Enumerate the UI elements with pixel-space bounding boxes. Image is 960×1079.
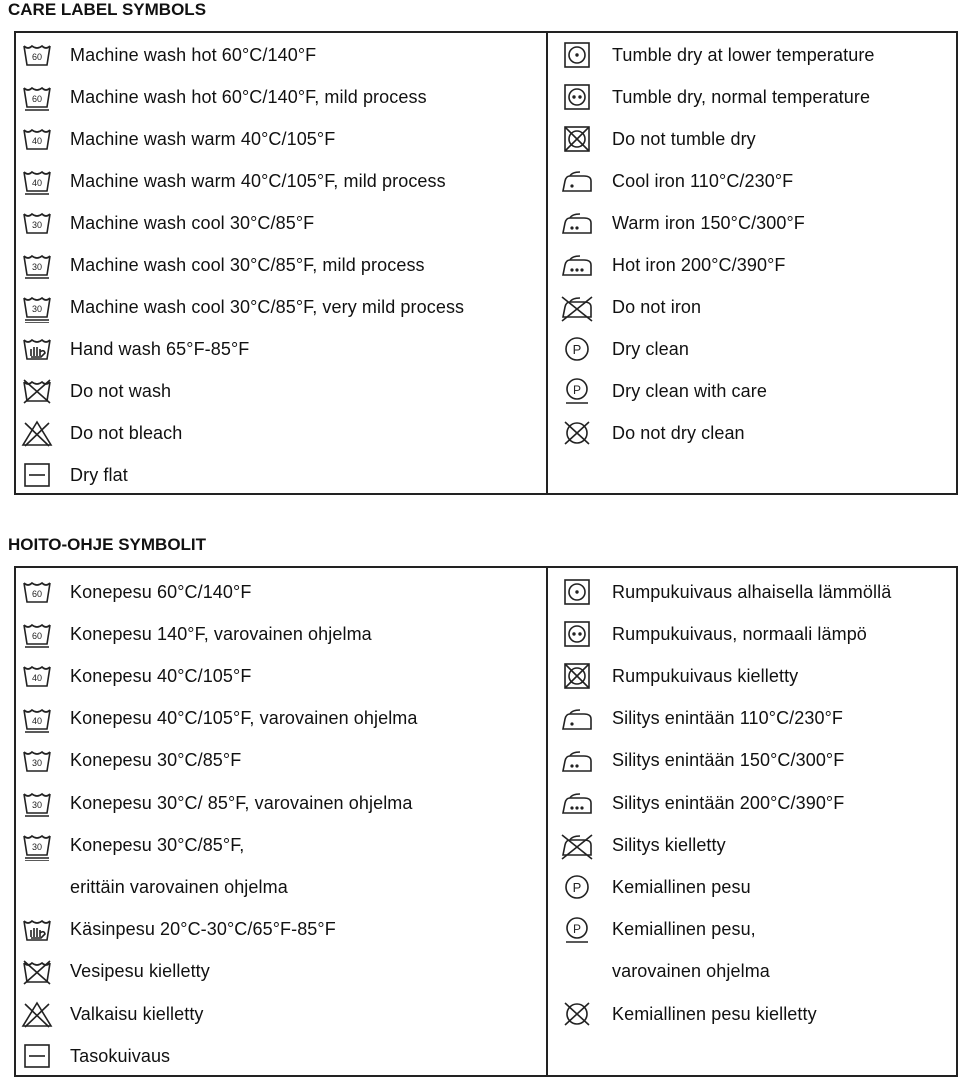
wash-60-icon	[20, 578, 54, 606]
care-row-right	[548, 571, 958, 613]
care-row-left	[16, 286, 546, 328]
symbol-description: Machine wash warm 40°C/105°F	[70, 128, 336, 149]
dry-clean-care-icon	[560, 916, 594, 944]
wash-30-mild-icon	[20, 251, 54, 279]
dry-clean-icon	[560, 873, 594, 901]
care-row-right	[548, 76, 958, 118]
wash-40-icon	[20, 662, 54, 690]
wash-30-icon	[20, 209, 54, 237]
iron-medium-icon	[560, 747, 594, 775]
symbol-description: Cool iron 110°C/230°F	[612, 170, 794, 191]
wash-40-mild-icon	[20, 167, 54, 195]
wash-60-mild-icon	[20, 620, 54, 648]
care-row-left	[16, 76, 546, 118]
hoito-ohje-table	[14, 566, 958, 1077]
symbol-description: Rumpukuivaus kielletty	[612, 665, 799, 686]
do-not-bleach-icon	[20, 1000, 54, 1028]
do-not-tumble-dry-icon	[560, 125, 594, 153]
care-row-right	[548, 866, 958, 908]
iron-low-icon	[560, 167, 594, 195]
iron-high-icon	[560, 789, 594, 817]
do-not-wash-icon	[20, 958, 54, 986]
care-row-left	[16, 740, 546, 782]
symbol-description: Hand wash 65°F-85°F	[70, 338, 250, 359]
symbol-description: Dry clean	[612, 338, 689, 359]
svg-text:30: 30	[31, 220, 43, 230]
care-row-left	[16, 782, 546, 824]
symbol-description: Kemiallinen pesu kielletty	[612, 1003, 817, 1024]
dry-clean-icon	[560, 335, 594, 363]
svg-text:30: 30	[31, 800, 43, 810]
care-row-right	[548, 286, 958, 328]
svg-text:60: 60	[31, 589, 43, 599]
symbol-description: Machine wash cool 30°C/85°F, mild process	[70, 254, 425, 275]
svg-text:P: P	[572, 921, 582, 936]
symbol-description: Silitys enintään 110°C/230°F	[612, 708, 843, 729]
symbol-description: Kemiallinen pesu,	[612, 919, 756, 940]
care-row-left	[16, 202, 546, 244]
dry-flat-icon	[20, 1042, 54, 1070]
symbol-description: Machine wash hot 60°C/140°F	[70, 44, 317, 65]
care-row-left	[16, 866, 546, 908]
care-row-right	[548, 740, 958, 782]
symbol-description: erittäin varovainen ohjelma	[70, 876, 288, 897]
symbol-description: Silitys enintään 150°C/300°F	[612, 750, 845, 771]
care-row-left	[16, 370, 546, 412]
symbol-description: Do not dry clean	[612, 422, 745, 443]
symbol-description: Konepesu 40°C/105°F, varovainen ohjelma	[70, 708, 418, 729]
care-row-left	[16, 244, 546, 286]
symbol-description: Valkaisu kielletty	[70, 1003, 204, 1024]
care-row-right	[548, 655, 958, 697]
svg-text:40: 40	[31, 715, 43, 726]
symbol-description: Konepesu 140°F, varovainen ohjelma	[70, 623, 372, 644]
symbol-description: Do not wash	[70, 380, 172, 401]
symbol-description: Hot iron 200°C/390°F	[612, 254, 786, 275]
care-row-left	[16, 698, 546, 740]
symbol-description: Do not iron	[612, 296, 702, 317]
symbol-description: Warm iron 150°C/300°F	[612, 212, 805, 233]
do-not-tumble-dry-icon	[560, 662, 594, 690]
care-row-left	[16, 571, 546, 613]
hand-wash-icon	[20, 335, 54, 363]
care-row-left	[16, 328, 546, 370]
care-row-right	[548, 993, 958, 1035]
do-not-iron-icon	[560, 831, 594, 859]
care-row-right	[548, 782, 958, 824]
symbol-description: Machine wash warm 40°C/105°F, mild process	[70, 170, 446, 191]
symbol-description: Machine wash cool 30°C/85°F	[70, 212, 315, 233]
svg-text:30: 30	[31, 757, 43, 768]
care-row-left	[16, 160, 546, 202]
symbol-description: Konepesu 60°C/140°F	[70, 581, 252, 602]
svg-text:60: 60	[31, 94, 43, 104]
care-row-left	[16, 454, 546, 496]
hand-wash-icon	[20, 916, 54, 944]
wash-60-mild-icon	[20, 83, 54, 111]
wash-30-very-mild-icon	[20, 831, 54, 859]
care-row-left	[16, 118, 546, 160]
care-row-left	[16, 655, 546, 697]
symbol-description: Tasokuivaus	[70, 1045, 171, 1066]
wash-30-mild-icon	[20, 789, 54, 817]
svg-text:P: P	[572, 383, 582, 397]
symbol-description: Vesipesu kielletty	[70, 961, 210, 982]
care-row-right	[548, 412, 958, 454]
care-row-right	[548, 118, 958, 160]
dry-clean-care-icon	[560, 377, 594, 405]
care-row-right	[548, 160, 958, 202]
symbol-description: Do not bleach	[70, 422, 183, 443]
care-row-right	[548, 951, 958, 993]
symbol-description: Konepesu 30°C/ 85°F, varovainen ohjelma	[70, 792, 413, 813]
care-row-right	[548, 824, 958, 866]
symbol-description: Machine wash cool 30°C/85°F, very mild process	[70, 296, 465, 317]
symbol-description: varovainen ohjelma	[612, 961, 770, 982]
care-row-right	[548, 370, 958, 412]
symbol-description: Kemiallinen pesu	[612, 876, 751, 897]
dry-flat-icon	[20, 461, 54, 489]
symbol-description: Konepesu 40°C/105°F	[70, 665, 252, 686]
symbol-description: Do not tumble dry	[612, 128, 756, 149]
care-row-left	[16, 824, 546, 866]
symbol-description: Rumpukuivaus alhaisella lämmöllä	[612, 581, 892, 602]
care-row-left	[16, 993, 546, 1035]
symbol-description: Käsinpesu 20°C-30°C/65°F-85°F	[70, 919, 336, 940]
wash-30-very-mild-icon	[20, 293, 54, 321]
do-not-bleach-icon	[20, 419, 54, 447]
do-not-wash-icon	[20, 377, 54, 405]
tumble-dry-low-icon	[560, 578, 594, 606]
care-row-left	[16, 909, 546, 951]
do-not-dry-clean-icon	[560, 419, 594, 447]
svg-text:30: 30	[31, 842, 43, 853]
wash-40-icon	[20, 125, 54, 153]
care-row-right	[548, 698, 958, 740]
iron-low-icon	[560, 705, 594, 733]
care-row-right	[548, 202, 958, 244]
tumble-dry-normal-icon	[560, 83, 594, 111]
tumble-dry-normal-icon	[560, 620, 594, 648]
symbol-description: Tumble dry at lower temperature	[612, 44, 875, 65]
svg-text:30: 30	[31, 262, 43, 272]
iron-medium-icon	[560, 209, 594, 237]
care-row-left	[16, 412, 546, 454]
wash-30-icon	[20, 747, 54, 775]
section-title-care-label: CARE LABEL SYMBOLS	[8, 0, 207, 19]
svg-text:40: 40	[31, 136, 43, 146]
svg-text:60: 60	[31, 631, 43, 642]
care-label-table	[14, 31, 958, 495]
symbol-description: Silitys kielletty	[612, 834, 726, 855]
wash-60-icon	[20, 41, 54, 69]
care-row-right	[548, 613, 958, 655]
care-row-left	[16, 34, 546, 76]
svg-text:40: 40	[31, 673, 43, 684]
symbol-description: Machine wash hot 60°C/140°F, mild process	[70, 86, 427, 107]
do-not-iron-icon	[560, 293, 594, 321]
svg-text:30: 30	[31, 304, 43, 314]
symbol-description: Dry flat	[70, 464, 128, 485]
svg-text:P: P	[572, 342, 582, 357]
symbol-description: Konepesu 30°C/85°F,	[70, 834, 245, 855]
care-row-right	[548, 34, 958, 76]
svg-text:40: 40	[31, 178, 43, 188]
care-row-left	[16, 1035, 546, 1077]
wash-40-mild-icon	[20, 705, 54, 733]
symbol-description: Konepesu 30°C/85°F	[70, 750, 242, 771]
tumble-dry-low-icon	[560, 41, 594, 69]
do-not-dry-clean-icon	[560, 1000, 594, 1028]
care-row-right	[548, 244, 958, 286]
care-row-left	[16, 613, 546, 655]
symbol-description: Tumble dry, normal temperature	[612, 86, 871, 107]
symbol-description: Dry clean with care	[612, 380, 767, 401]
symbol-description: Silitys enintään 200°C/390°F	[612, 792, 845, 813]
care-row-right	[548, 328, 958, 370]
care-row-right	[548, 909, 958, 951]
symbol-description: Rumpukuivaus, normaali lämpö	[612, 623, 867, 644]
iron-high-icon	[560, 251, 594, 279]
svg-text:P: P	[572, 880, 582, 896]
svg-text:60: 60	[31, 52, 43, 62]
care-row-left	[16, 951, 546, 993]
section-title-hoito-ohje: HOITO-OHJE SYMBOLIT	[8, 535, 207, 554]
